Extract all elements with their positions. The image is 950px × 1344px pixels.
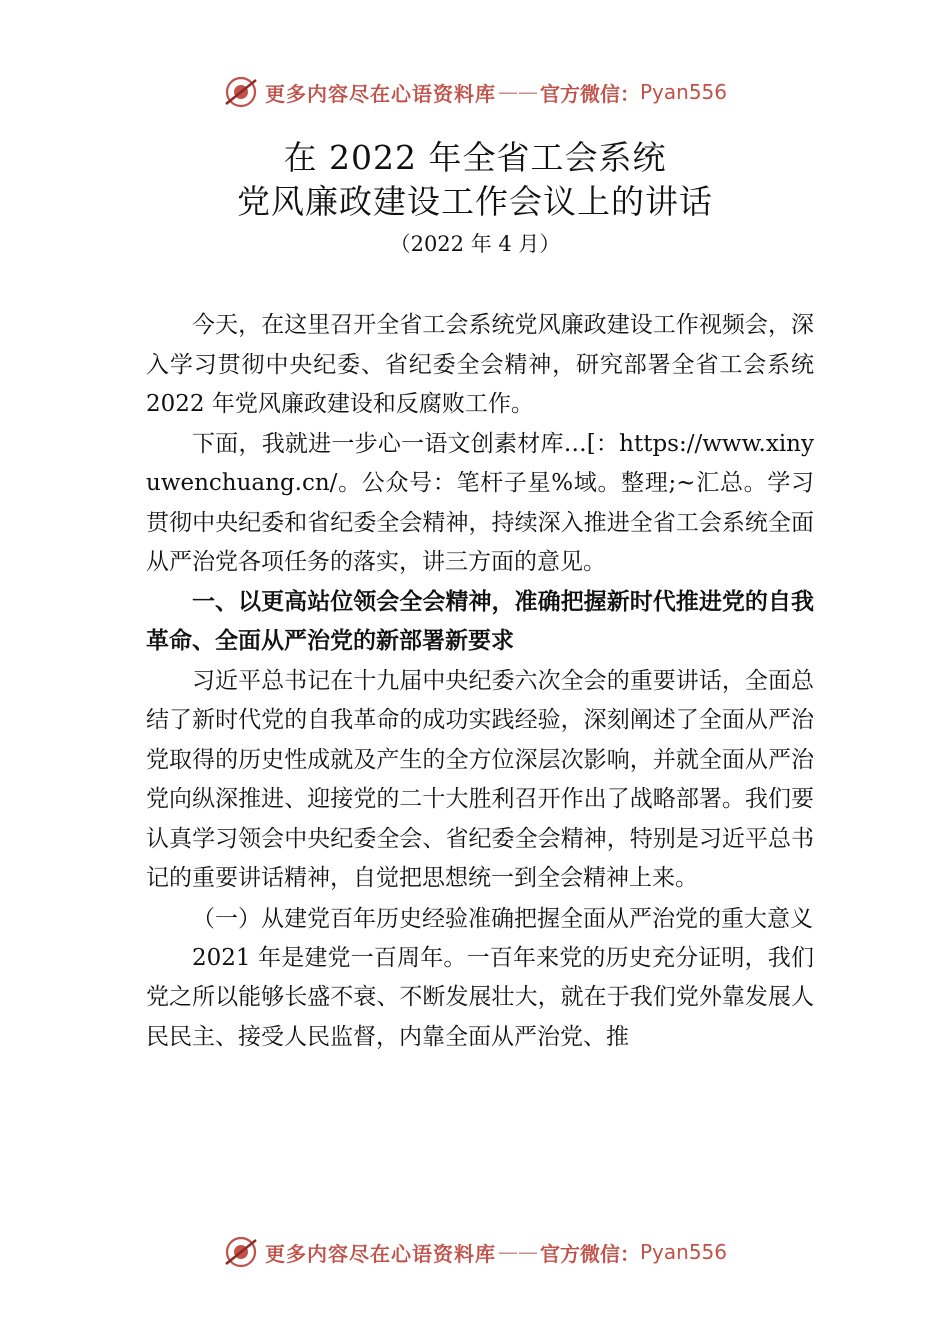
brand-logo-icon [223,74,259,110]
document-date: （2022 年 4 月） [389,232,561,256]
watermark-separator: —— [497,1240,538,1264]
section-heading-1: 一、以更高站位领会全会精神，准确把握新时代推进党的自我革命、全面从严治党的新部署新要求 [146,588,814,654]
watermark-official-label: 官方微信： [539,1241,640,1266]
document-title-line1: 在 2022 年全省工会系统 [283,138,667,177]
paragraph-intro: 今天，在这里召开全省工会系统党风廉政建设工作视频会，深入学习贯彻中央纪委、省纪委全会精神，研究部署全省工会系统 2022 年党风廉政建设和反腐败工作。 [146,312,814,417]
watermark-header [0,72,950,112]
watermark-separator: —— [497,80,538,104]
subsection-heading-1: （一）从建党百年历史经验准确把握全面从严治党的重大意义 [192,905,813,932]
watermark-brand: 更多内容尽在心语资料库 [264,81,496,106]
watermark-brand: 更多内容尽在心语资料库 [264,1241,496,1266]
brand-logo-icon [223,1234,259,1270]
paragraph-section1: 习近平总书记在十九届中央纪委六次全会的重要讲话，全面总结了新时代党的自我革命的成功实践经验，深刻阐述了全面从严治党取得的历史性成就及产生的全方位深层次影响，并就全面从严治党向纵深推进、迎接党的二十大胜利召开作出了战略部署。我们要认真学习领会中央纪委全会、省纪委全会精神，特别是习近平总书记的重要讲话精神，自觉把思想统一到全会精神上来。 [146,667,814,891]
document-body [146,306,814,1057]
paragraph-outline: 下面，我就进一步心一语文创素材库…[：https://www.xinyuwenchuang.cn/。公众号：笔杆子星%域。整理;~汇总。学习贯彻中央纪委和省纪委全会精神，持续深入推进全省工会系统全面从严治党各项任务的落实，讲三方面的意见。 [146,430,814,575]
paragraph-history: 2021 年是建党一百周年。一百年来党的历史充分证明，我们党之所以能够长盛不衰、不断发展壮大，就在于我们党外靠发展人民民主、接受人民监督，内靠全面从严治党、推 [146,944,814,1050]
document-title-line2: 党风廉政建设工作会议上的讲话 [237,182,713,221]
watermark-handle: Pyan556 [639,80,727,104]
watermark-official-label: 官方微信： [539,81,640,106]
watermark-handle: Pyan556 [639,1240,727,1264]
watermark-footer [0,1232,950,1272]
